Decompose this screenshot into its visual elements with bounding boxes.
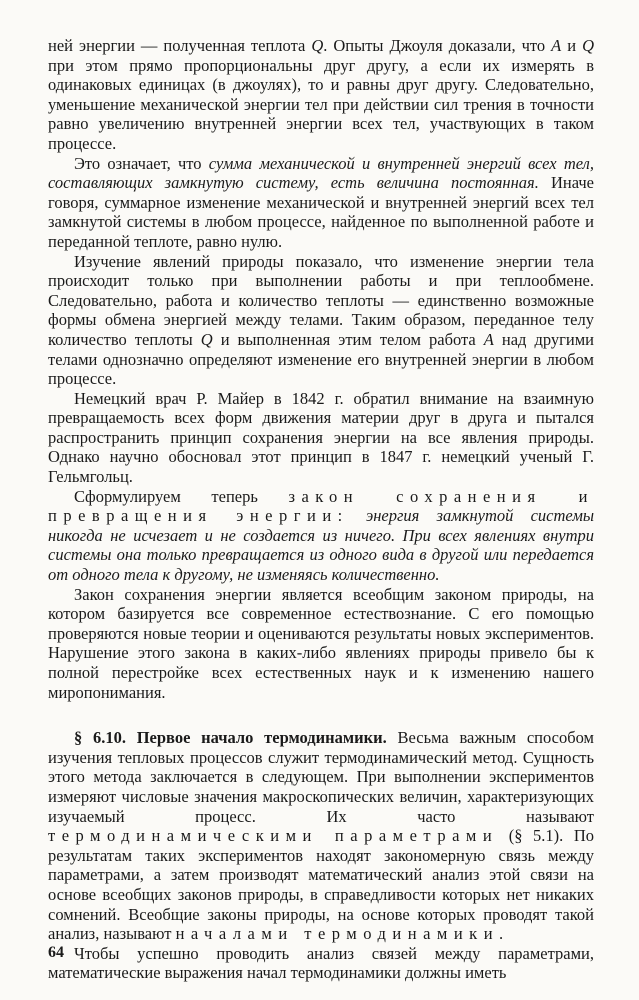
- text-run: над другими телами однозначно определяют изменение его внутренней энергии в любом процессе.: [48, 329, 594, 389]
- paragraph: [48, 154, 594, 252]
- emphasis: Q: [200, 329, 213, 349]
- text-run: ней энергии — полученная теплота: [48, 36, 312, 55]
- page-number: 64: [48, 944, 64, 961]
- spaced-term: термодинамическими параметрами: [48, 826, 499, 846]
- text-run: (§ 5.1). По результатам таких экспериментов находят закономерную связь между параметрами, а затем производят математический анализ этой связи на основе всеобщих законов природы, в справедливости которых нет никаких сомнений. Всеобщие законы природы, на основе которых проводят такой анализ, называют: [48, 826, 595, 944]
- emphasis: энергия замкнутой системы никогда не исчезает и не создается из ничего. При всех явлениях внутри системы она только превращается из одного вида в другой или передается от одного тела к другому, не изменяясь количественно.: [48, 506, 595, 585]
- text-run: Закон сохранения энергии является всеобщим законом природы, на котором базируется все современное естествознание. С его помощью проверяются новые теории и оцениваются результаты новых экспериментов. Нарушение этого закона в каких-либо явлениях природы привело бы к полной перестройке всех естественных наук и к изменению нашего миропонимания.: [48, 584, 594, 702]
- spaced-term: началами термодинамики.: [175, 924, 510, 944]
- text-run: [349, 506, 366, 525]
- spaced-term: закон сохранения и превращения энергии:: [48, 486, 594, 526]
- text-run: при этом прямо пропорциональны друг другу, а если их измерять в одинаковых единицах (в джоулях), то и равны друг другу. Следовательно, уменьшение механической энергии тел при действии сил трения в точности равно увеличению внутренней энергии всех тел, участвующих в таком процессе.: [48, 55, 594, 153]
- emphasis: A: [551, 36, 562, 55]
- text-run: Сформулируем теперь: [74, 486, 289, 506]
- text-run: Чтобы успешно проводить анализ связей между параметрами, математические выражения начал термодинамики должны иметь: [48, 943, 594, 983]
- text-run: . Опыты Джоуля доказали, что: [323, 36, 552, 55]
- text-run: и: [561, 36, 583, 55]
- text-run: и выполненная этим телом работа: [212, 329, 484, 349]
- paragraph: [48, 944, 594, 983]
- paragraph: [48, 389, 594, 487]
- paragraph: [48, 585, 594, 703]
- paragraph: [48, 36, 594, 154]
- emphasis: сумма механической и внутренней энергий всех тел, составляющих замкнутую систему, есть величина постоянная.: [48, 153, 594, 193]
- paragraph: [48, 728, 594, 944]
- text-run: Немецкий врач Р. Майер в 1842 г. обратил внимание на взаимную превращаемость всех форм движения материи друг в друга и пытался распространить принцип сохранения энергии на все явления природы. Однако научно обосновал этот принцип в 1847 г. немецкий ученый Г. Гельмгольц.: [48, 388, 594, 487]
- paragraph: [48, 487, 594, 585]
- text-run: Иначе говоря, суммарное изменение механической и внутренней энергий всех тел замкнутой системы в любом процессе, найденное по выполненной работе и переданной теплоте, равно нулю.: [48, 173, 594, 251]
- text-run: Изучение явлений природы показало, что изменение энергии тела происходит только при выполнении работы и при теплообмене. Следовательно, работа и количество теплоты — единственно возможные формы обмена энергией между телами. Таким образом, переданное телу количество теплоты: [48, 251, 594, 349]
- section-heading: § 6.10. Первое начало термодинамики.: [74, 728, 387, 748]
- text-run: Весьма важным способом изучения тепловых процессов служит термодинамический метод. Сущность этого метода заключается в следующем. При выполнении экспериментов измеряют числовые значения макроскопических величин, характеризующих изучаемый процесс. Их часто называют: [48, 728, 594, 826]
- paragraph: [48, 252, 594, 389]
- page-body: [48, 36, 594, 983]
- emphasis: Q: [582, 36, 594, 55]
- emphasis: A: [483, 329, 494, 349]
- text-run: Это означает, что: [74, 153, 209, 173]
- emphasis: Q: [311, 36, 324, 55]
